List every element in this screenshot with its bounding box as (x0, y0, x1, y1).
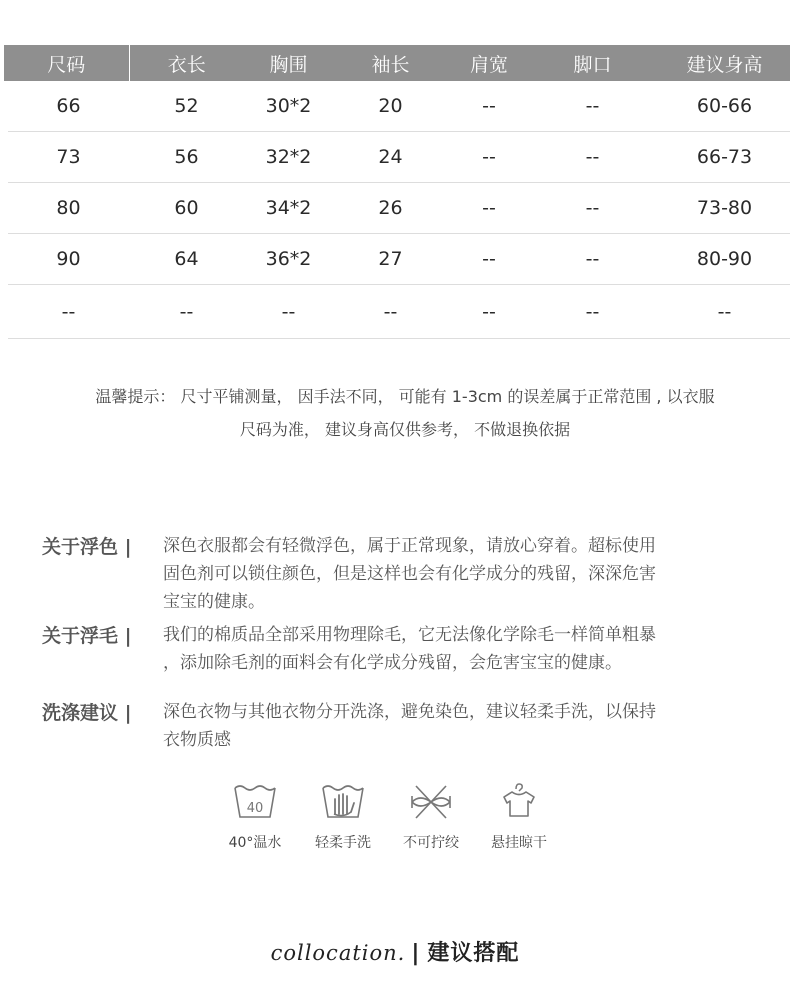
care-line: 深色衣服都会有轻微浮色，属于正常现象，请放心穿着。超标使用 (163, 536, 656, 556)
table-cell: -- (129, 285, 244, 339)
tub-number: 40 (246, 801, 264, 816)
care-line: ，添加除毛剂的面料会有化学成分残留，会危害宝宝的健康。 (163, 653, 622, 673)
measurement-tip (40, 380, 770, 446)
table-cell: 90 (4, 234, 129, 285)
header-shoulder: 肩宽 (448, 45, 530, 81)
table-cell: -- (655, 285, 790, 339)
table-cell: -- (244, 285, 333, 339)
table-cell: 66-73 (655, 132, 790, 183)
wash-item (386, 782, 476, 852)
care-line: 深色衣物与其他衣物分开洗涤，避免染色，建议轻柔手洗，以保持 (163, 702, 656, 722)
table-cell: -- (530, 234, 655, 285)
wash-label: 悬挂晾干 (491, 835, 547, 851)
table-cell: 64 (129, 234, 244, 285)
tip-line-2: 尺码为准， 建议身高仅供参考， 不做退换依据 (239, 420, 571, 439)
table-cell: 36*2 (244, 234, 333, 285)
table-cell: 30*2 (244, 81, 333, 132)
table-row (4, 285, 790, 339)
header-sleeve: 袖长 (333, 45, 448, 81)
table-header-row (4, 45, 790, 81)
table-row (4, 234, 790, 285)
wash-label: 不可拧绞 (403, 835, 459, 851)
care-line: 衣物质感 (163, 730, 231, 750)
table-cell: 34*2 (244, 183, 333, 234)
table-cell: -- (4, 285, 129, 339)
table-cell: 73 (4, 132, 129, 183)
wash-icons (0, 782, 790, 852)
table-cell: -- (530, 132, 655, 183)
table-cell: 60 (129, 183, 244, 234)
table-row (4, 81, 790, 132)
care-title: 关于浮色 | (42, 536, 132, 558)
care-body (163, 621, 748, 677)
table-cell: 32*2 (244, 132, 333, 183)
do-not-wring-icon (408, 782, 454, 822)
wash-label: 轻柔手洗 (315, 835, 371, 851)
care-line: 固色剂可以锁住颜色，但是这样也会有化学成分的残留，深深危害 (163, 564, 656, 584)
table-cell: -- (530, 285, 655, 339)
table-cell: 27 (333, 234, 448, 285)
care-title: 关于浮毛 | (42, 625, 132, 647)
wash-item (474, 782, 564, 852)
care-line: 宝宝的健康。 (163, 592, 265, 612)
table-cell: -- (448, 234, 530, 285)
header-chest: 胸围 (244, 45, 333, 81)
table-cell: -- (448, 285, 530, 339)
care-body (163, 532, 748, 616)
table-cell: 80-90 (655, 234, 790, 285)
table-cell: 73-80 (655, 183, 790, 234)
table-row (4, 183, 790, 234)
table-cell: 80 (4, 183, 129, 234)
table-cell: -- (530, 183, 655, 234)
table-cell: -- (530, 81, 655, 132)
table-cell: 20 (333, 81, 448, 132)
table-cell: 56 (129, 132, 244, 183)
collocation-script: collocation. (270, 941, 406, 965)
care-body (163, 698, 748, 754)
collocation-heading (0, 936, 790, 967)
collocation-title: 建议搭配 (427, 941, 520, 966)
table-cell: -- (448, 132, 530, 183)
header-cuff: 脚口 (530, 45, 655, 81)
table-cell: -- (448, 81, 530, 132)
care-title: 洗涤建议 | (42, 702, 132, 724)
hand-wash-icon (320, 782, 366, 822)
wash-40-icon (232, 782, 278, 822)
table-cell: 26 (333, 183, 448, 234)
care-line: 我们的棉质品全部采用物理除毛，它无法像化学除毛一样简单粗暴 (163, 625, 656, 645)
table-cell: 66 (4, 81, 129, 132)
table-cell: 24 (333, 132, 448, 183)
size-table (0, 45, 790, 339)
table-row (4, 132, 790, 183)
wash-label: 40°温水 (228, 835, 282, 851)
header-size: 尺码 (4, 45, 129, 81)
header-length: 衣长 (129, 45, 244, 81)
tip-line-1: 温馨提示： 尺寸平铺测量， 因手法不同， 可能有 1-3cm 的误差属于正常范围 , 以衣服 (95, 387, 715, 406)
hang-dry-icon (496, 782, 542, 822)
table-cell: -- (333, 285, 448, 339)
wash-item (210, 782, 300, 852)
header-height: 建议身高 (655, 45, 790, 81)
table-cell: -- (448, 183, 530, 234)
wash-item (298, 782, 388, 852)
heading-divider: | (411, 941, 420, 966)
table-cell: 52 (129, 81, 244, 132)
table-cell: 60-66 (655, 81, 790, 132)
